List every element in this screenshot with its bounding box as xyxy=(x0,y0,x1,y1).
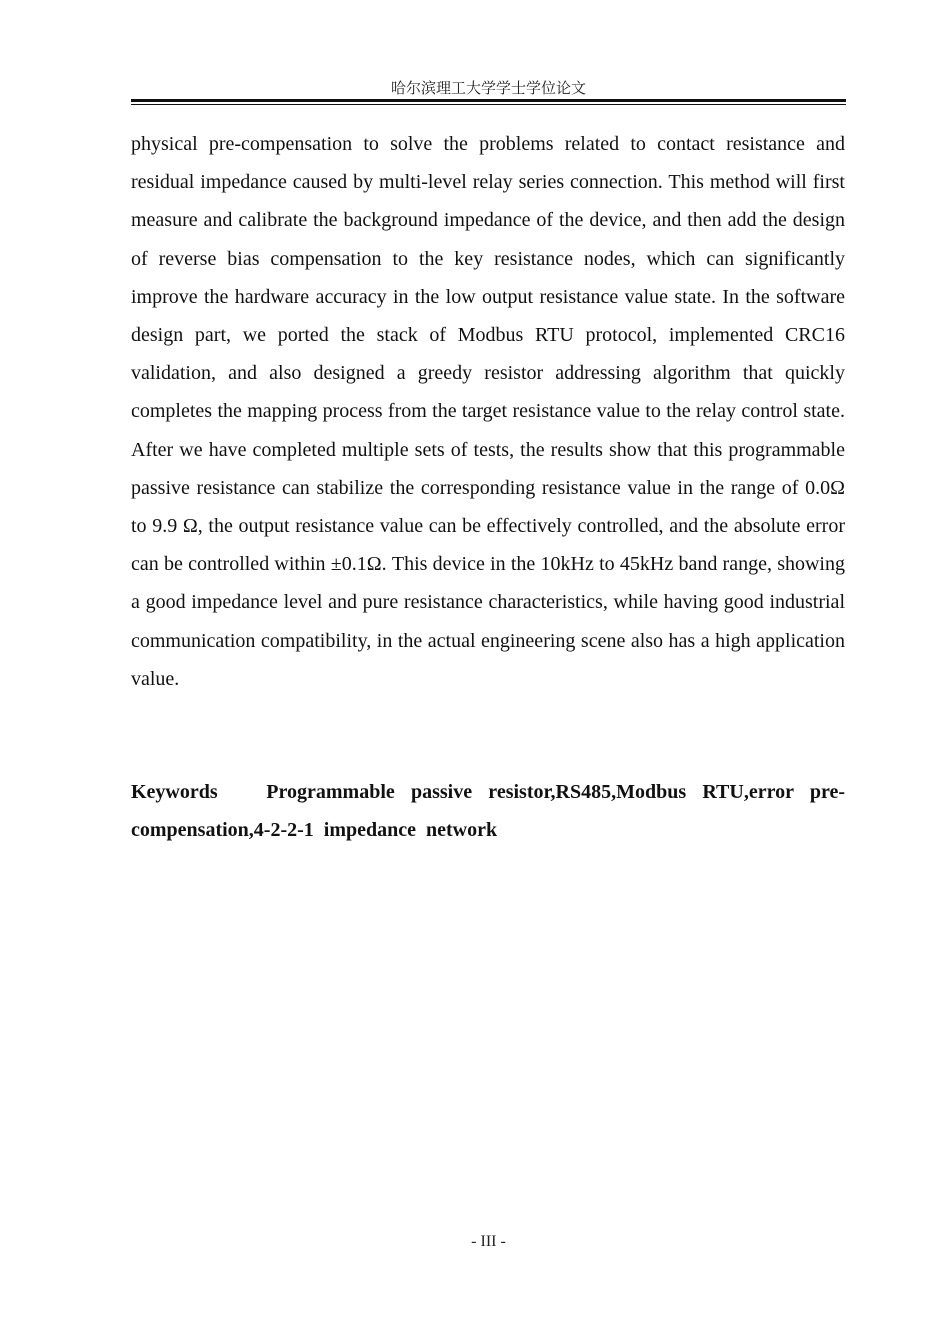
keywords-label: Keywords xyxy=(131,781,218,803)
keywords-text: Programmable passive resistor,RS485,Modbus RTU,error pre-compensation,4-2-2-1 impedance network xyxy=(131,781,845,842)
page-number: - III - xyxy=(471,1233,506,1250)
abstract-paragraph: physical pre-compensation to solve the problems related to contact resistance and residual impedance caused by multi-level relay series connection. This method will first measure and calibrate the background impedance of the device, and then add the design of reverse bias compensation to the key resistance nodes, which can significantly improve the hardware accuracy in the low output resistance value state. In the software design part, we ported the stack of Modbus RTU protocol, implemented CRC16 validation, and also designed a greedy resistor addressing algorithm that quickly completes the mapping process from the target resistance value to the relay control state. After we have completed multiple sets of tests, the results show that this programmable passive resistance can stabilize the corresponding resistance value in the range of 0.0Ω to 9.9 Ω, the output resistance value can be effectively controlled, and the absolute error can be controlled within ±0.1Ω. This device in the 10kHz to 45kHz band range, showing a good impedance level and pure resistance characteristics, while having good industrial communication compatibility, in the actual engineering scene also has a high application value. xyxy=(131,133,845,690)
header-rule-thin xyxy=(131,104,846,105)
running-header: 哈尔滨理工大学学士学位论文 xyxy=(390,79,586,97)
header-rule-thick xyxy=(131,99,846,102)
keywords-separator xyxy=(218,781,267,803)
keywords-line xyxy=(131,773,845,849)
